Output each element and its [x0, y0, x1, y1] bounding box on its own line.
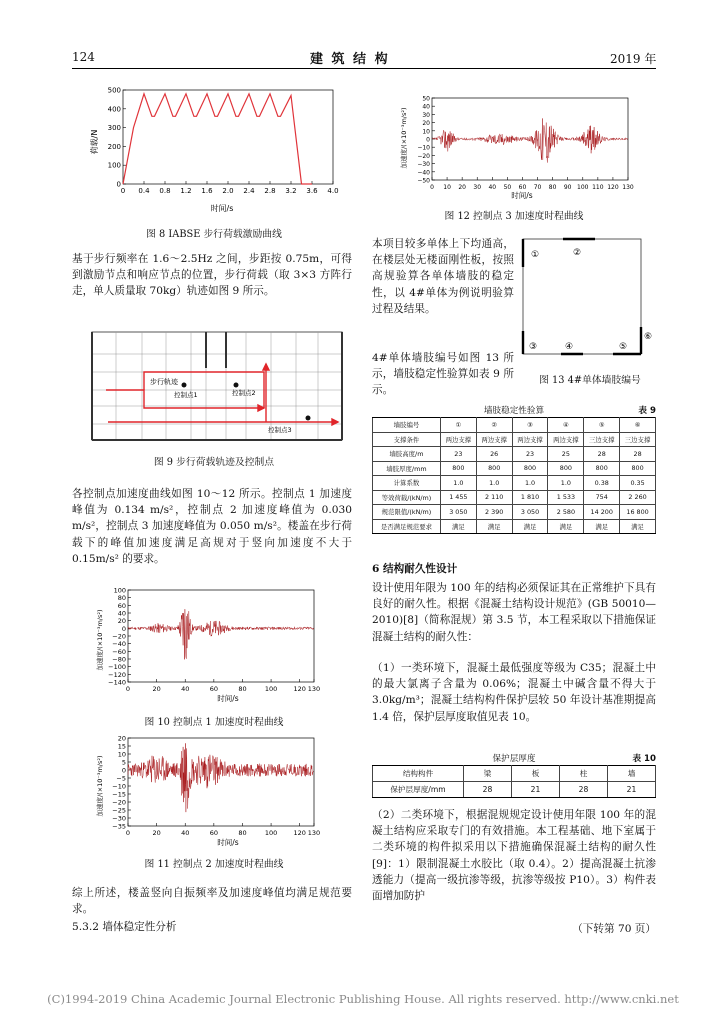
fig9-point1-label: 控制点1 [174, 391, 198, 399]
x-tick-label: 40 [488, 184, 497, 191]
x-tick-label: 0 [125, 685, 131, 693]
x-tick-label: 20 [458, 184, 466, 191]
table-cell: 两边支撑 [476, 432, 512, 447]
figure-9 [86, 328, 348, 444]
table-cell: 两边支撑 [548, 432, 584, 447]
fig10-trace [128, 609, 314, 659]
x-tick-label: 0 [430, 184, 434, 191]
y-tick-label: 50 [422, 95, 430, 103]
x-tick-label: 130 [307, 685, 321, 693]
x-tick-label: 130 [307, 829, 321, 837]
table-cell: 结构构件 [373, 766, 464, 782]
x-tick-label: 100 [264, 685, 278, 693]
y-tick-label: 60 [117, 601, 126, 610]
table-cell: 1.0 [476, 476, 512, 491]
x-tick-label: 40 [181, 829, 190, 837]
plot-frame [128, 738, 314, 826]
fig12-caption: 图 12 控制点 3 加速度时程曲线 [444, 211, 584, 222]
y-tick-label: 80 [117, 594, 126, 603]
x-tick-label: 120 [293, 685, 306, 693]
para-acceleration: 各控制点加速度曲线如图 10～12 所示。控制点 1 加速度峰值为 0.134 m/s²，控制点 2 加速度峰值为 0.030 m/s²，控制点 3 加速度峰值为 0.050 m/s²。楼盖在步行荷载下的峰值加速度满足高规对于竖向加速度不大于 0.15m/s² 的要求。 [72, 488, 352, 565]
table-cell: 满足 [476, 519, 512, 534]
y-tick-label: 30 [422, 111, 430, 119]
x-tick-label: 100 [264, 829, 278, 837]
table9-block [372, 404, 656, 534]
section-5-3-2-heading: 5.3.2 墙体稳定性分析 [72, 921, 177, 933]
table-cell: 800 [548, 461, 584, 476]
y-tick-label: 0 [121, 624, 126, 633]
y-tick-label: −10 [112, 782, 126, 791]
fig8-axes [108, 87, 339, 196]
y-tick-label: −50 [417, 177, 430, 185]
x-tick-label: 3.6 [306, 187, 318, 195]
fig13-label-2: ② [573, 248, 582, 258]
table-cell: 800 [476, 461, 512, 476]
fig13-wall-limbs [523, 239, 641, 354]
table-cell: 800 [620, 461, 656, 476]
header-rule [72, 68, 656, 69]
y-tick-label: −15 [112, 790, 126, 799]
y-tick-label: 100 [107, 161, 121, 170]
y-tick-label: 0 [426, 136, 430, 144]
fig13-label-4: ④ [565, 342, 574, 352]
journal-title: 建 筑 结 构 [310, 52, 390, 67]
x-tick-label: 0 [120, 187, 126, 195]
table-cell: 800 [584, 461, 620, 476]
table-cell: 墙肢厚度/mm [373, 461, 441, 476]
table-row [373, 461, 656, 476]
fig13-label-6: ⑥ [644, 332, 653, 342]
y-tick-label: −140 [108, 678, 126, 687]
table-cell: 21 [608, 782, 656, 798]
figure-13 [519, 235, 659, 365]
table-cell: 1 533 [548, 490, 584, 505]
table-cell: 墙肢编号 [373, 418, 441, 433]
table-cell: 满足 [512, 519, 548, 534]
y-tick-label: 10 [117, 750, 126, 759]
y-tick-label: −5 [116, 774, 126, 783]
table-cell: 满足 [548, 519, 584, 534]
y-tick-label: 40 [117, 609, 126, 618]
x-tick-label: 120 [293, 829, 306, 837]
table-cell: 三边支撑 [584, 432, 620, 447]
table-row [373, 476, 656, 491]
continued-note: （下转第 70 页） [572, 923, 656, 935]
y-tick-label: −60 [112, 647, 126, 656]
x-tick-label: 90 [563, 184, 572, 191]
figure-10 [88, 586, 338, 704]
table-cell: 2 260 [620, 490, 656, 505]
table-cell: ⑥ [620, 418, 656, 433]
fig12-trace [432, 118, 628, 162]
y-tick-label: 0 [116, 180, 121, 189]
table-row [373, 490, 656, 505]
x-tick-label: 80 [238, 829, 247, 837]
para-wall-numbering: 4#单体墙肢编号如图 13 所示，墙肢稳定性验算如表 9 所示。 [372, 352, 514, 397]
table-cell: ④ [548, 418, 584, 433]
y-tick-label: 100 [113, 586, 126, 595]
table-cell: 21 [512, 782, 560, 798]
fig8-xlabel: 时间/s [210, 204, 234, 213]
table-cell: 满足 [584, 519, 620, 534]
x-tick-label: 50 [503, 184, 512, 191]
table-cell: ② [476, 418, 512, 433]
y-tick-label: −120 [108, 670, 126, 679]
fig9-caption: 图 9 步行荷载轨迹及控制点 [153, 457, 275, 468]
table-cell: 支撑条件 [373, 432, 441, 447]
table-cell: 梁 [464, 766, 512, 782]
y-tick-label: 10 [422, 128, 430, 136]
table-row [373, 782, 656, 798]
y-tick-label: −80 [112, 655, 126, 664]
y-tick-label: −20 [112, 632, 126, 641]
fig11-caption: 图 11 控制点 2 加速度时程曲线 [144, 859, 284, 870]
x-tick-label: 60 [209, 685, 218, 693]
copyright-footer: (C)1994-2019 China Academic Journal Electronic Publishing House. All rights reserved. http://www.cnki.net [47, 992, 679, 1006]
table-cell: ① [440, 418, 476, 433]
x-tick-label: 2.4 [243, 187, 255, 195]
y-tick-label: −40 [112, 640, 126, 649]
table-cell: 两边支撑 [512, 432, 548, 447]
table-cell: 板 [512, 766, 560, 782]
y-tick-label: −100 [108, 663, 126, 672]
y-tick-label: −25 [112, 806, 126, 815]
para-summary: 综上所述，楼盖竖向自振频率及加速度峰值均满足规范要求。 [72, 887, 352, 916]
table10 [372, 765, 656, 798]
para-wall-stability: 本项目较多单体上下均通高，在楼层处无楼面刚性板，按照高规验算各单体墙肢的稳定性，以 4#单体为例说明验算过程及结果。 [372, 238, 514, 315]
table10-title: 保护层厚度 [492, 754, 536, 764]
y-tick-label: 200 [107, 142, 121, 151]
x-tick-label: 130 [622, 184, 634, 191]
x-tick-label: 40 [181, 685, 190, 693]
table-cell: 28 [560, 782, 608, 798]
table-row [373, 418, 656, 433]
table-cell: 两边支撑 [440, 432, 476, 447]
table-cell: 是否满足规范要求 [373, 519, 441, 534]
x-tick-label: 60 [518, 184, 527, 191]
y-tick-label: −20 [417, 152, 430, 160]
para-durability: 设计使用年限为 100 年的结构必须保证其在正常维护下具有良好的耐久性。根据《混凝土结构设计规范》(GB 50010—2010)[8]（简称混规）第 3.5 节，本工程采取以下措施保证混凝土结构的耐久性： [372, 582, 656, 643]
table9-title: 墙肢稳定性验算 [483, 406, 545, 416]
table-cell: 3 050 [440, 505, 476, 520]
y-tick-label: −35 [112, 822, 126, 831]
table-cell: 计算系数 [373, 476, 441, 491]
table-cell: 等效荷载/(kN/m) [373, 490, 441, 505]
x-tick-label: 3.2 [285, 187, 297, 195]
x-tick-label: 80 [238, 685, 247, 693]
x-tick-label: 0.8 [159, 187, 171, 195]
y-tick-label: 40 [422, 103, 430, 111]
table-cell: 3 050 [512, 505, 548, 520]
fig12-xlabel: 时间/s [511, 191, 533, 200]
fig11-ylabel: 加速度/(×10⁻³m/s²) [96, 755, 104, 817]
fig9-point2-label: 控制点2 [232, 389, 256, 397]
y-tick-label: −40 [417, 169, 430, 177]
table-cell: 28 [584, 447, 620, 462]
fig10-xlabel: 时间/s [217, 694, 239, 703]
table-cell: 0.35 [620, 476, 656, 491]
figure-8 [85, 84, 345, 214]
y-tick-label: −30 [417, 161, 430, 169]
table9-number: 表 9 [638, 406, 656, 416]
figure-12 [392, 94, 642, 200]
fig10-caption: 图 10 控制点 1 加速度时程曲线 [144, 717, 284, 728]
fig10-axes [108, 587, 320, 694]
fig8-load-curve [123, 94, 312, 184]
fig11-trace [128, 743, 314, 812]
fig13-label-3: ③ [529, 342, 538, 352]
x-tick-label: 10 [443, 184, 451, 191]
table-cell: 1.0 [512, 476, 548, 491]
x-tick-label: 80 [548, 184, 557, 191]
table-cell: 23 [440, 447, 476, 462]
table-cell: 14 200 [584, 505, 620, 520]
y-tick-label: −10 [417, 144, 430, 152]
table-row [373, 432, 656, 447]
table-cell: 1 455 [440, 490, 476, 505]
fig11-xlabel: 时间/s [217, 838, 239, 847]
x-tick-label: 2.0 [222, 187, 234, 195]
table-cell: 2 390 [476, 505, 512, 520]
y-tick-label: 20 [117, 734, 126, 743]
fig13-caption: 图 13 4#单体墙肢编号 [539, 375, 641, 386]
x-tick-label: 30 [473, 184, 482, 191]
table-cell: ⑤ [584, 418, 620, 433]
table-cell: 28 [464, 782, 512, 798]
table-cell: 规范限值/(kN/m) [373, 505, 441, 520]
y-tick-label: 15 [117, 742, 126, 751]
table-cell: 2 110 [476, 490, 512, 505]
page-number: 124 [72, 50, 95, 64]
table-row [373, 519, 656, 534]
x-tick-label: 2.8 [264, 187, 276, 195]
x-tick-label: 120 [607, 184, 619, 191]
x-tick-label: 0.4 [138, 187, 150, 195]
fig9-point3-label: 控制点3 [268, 426, 292, 434]
y-tick-label: 5 [121, 758, 126, 767]
table-cell: 800 [440, 461, 476, 476]
table-cell: 2 580 [548, 505, 584, 520]
table-cell: 1.0 [548, 476, 584, 491]
y-tick-label: 300 [107, 124, 121, 133]
table-cell: 柱 [560, 766, 608, 782]
fig11-axes [112, 735, 320, 838]
x-tick-label: 1.2 [180, 187, 192, 195]
para-env-class-2: （2）二类环境下，根据混规规定设计使用年限 100 年的混凝土结构应采取专门的有效措施。本工程基础、地下室属于二类环境的构件拟采用以下措施确保混凝土结构的耐久性[9]：1）限制混凝土水胶比（取 0.4）。2）提高混凝土抗渗透能力（提高一级抗渗等级，抗渗等级按 P10）。3）构件表面增加防护 [372, 809, 656, 903]
table-cell: 754 [584, 490, 620, 505]
x-tick-label: 70 [533, 184, 542, 191]
table-cell: 25 [548, 447, 584, 462]
para-env-class-1: （1）一类环境下，混凝土最低强度等级为 C35；混凝土中的最大氯离子含量为 0.06%；混凝土中碱含量不得大于 3.0kg/m³；混凝土结构构件保护层较 50 年设计基准期提高 1.4 倍，保护层厚度取值见表 10。 [372, 662, 656, 723]
para-step-load: 基于步行频率在 1.6～2.5Hz 之间，步距按 0.75m，可得到激励节点和响应节点的位置，步行荷载（取 3×3 方阵行走，单人质量取 70kg）轨迹如图 9 所示。 [72, 253, 352, 298]
section-6-heading: 6 结构耐久性设计 [372, 563, 458, 575]
table-cell: 1 810 [512, 490, 548, 505]
y-tick-label: −30 [112, 814, 126, 823]
y-tick-label: 20 [422, 120, 430, 128]
x-tick-label: 1.6 [201, 187, 213, 195]
plot-frame [128, 590, 314, 682]
fig8-caption: 图 8 IABSE 步行荷载激励曲线 [146, 229, 282, 240]
table-cell: 满足 [620, 519, 656, 534]
table-cell: 800 [512, 461, 548, 476]
table-cell: 16 800 [620, 505, 656, 520]
fig10-ylabel: 加速度/(×10⁻³m/s²) [96, 609, 104, 671]
x-tick-label: 20 [152, 685, 161, 693]
table-cell: ③ [512, 418, 548, 433]
figure-11 [88, 734, 338, 848]
x-tick-label: 4.0 [327, 187, 339, 195]
fig13-walls [523, 239, 641, 354]
table-cell: 三边支撑 [620, 432, 656, 447]
table-cell: 保护层厚度/mm [373, 782, 464, 798]
y-tick-label: 0 [121, 766, 126, 775]
fig9-path-label: 步行轨迹 [150, 378, 178, 386]
fig9-point2-marker [234, 383, 239, 388]
fig13-label-1: ① [531, 250, 540, 260]
table9 [372, 417, 656, 534]
fig9-point1-marker [182, 383, 187, 388]
table10-block [372, 752, 656, 798]
y-tick-label: 400 [107, 105, 121, 114]
table-cell: 满足 [440, 519, 476, 534]
table-cell: 23 [512, 447, 548, 462]
y-tick-label: −20 [112, 798, 126, 807]
table-cell: 1.0 [440, 476, 476, 491]
table-cell: 墙肢高度/m [373, 447, 441, 462]
x-tick-label: 20 [152, 829, 161, 837]
table-cell: 0.38 [584, 476, 620, 491]
fig12-ylabel: 加速度/(×10⁻³m/s²) [400, 107, 408, 169]
y-tick-label: 500 [107, 86, 121, 95]
table-row [373, 447, 656, 462]
y-tick-label: 20 [117, 617, 126, 626]
fig8-ylabel: 荷载/N [90, 129, 99, 155]
table-row [373, 766, 656, 782]
fig13-label-5: ⑤ [619, 342, 628, 352]
x-tick-label: 110 [592, 184, 604, 191]
x-tick-label: 0 [125, 829, 131, 837]
table-row [373, 505, 656, 520]
plot-frame [123, 90, 333, 184]
journal-year: 2019 年 [610, 52, 657, 66]
table-cell: 26 [476, 447, 512, 462]
table10-number: 表 10 [632, 754, 656, 764]
table-cell: 28 [620, 447, 656, 462]
x-tick-label: 60 [209, 829, 218, 837]
x-tick-label: 100 [577, 184, 589, 191]
table-cell: 墙 [608, 766, 656, 782]
fig9-point3-marker [306, 416, 311, 421]
